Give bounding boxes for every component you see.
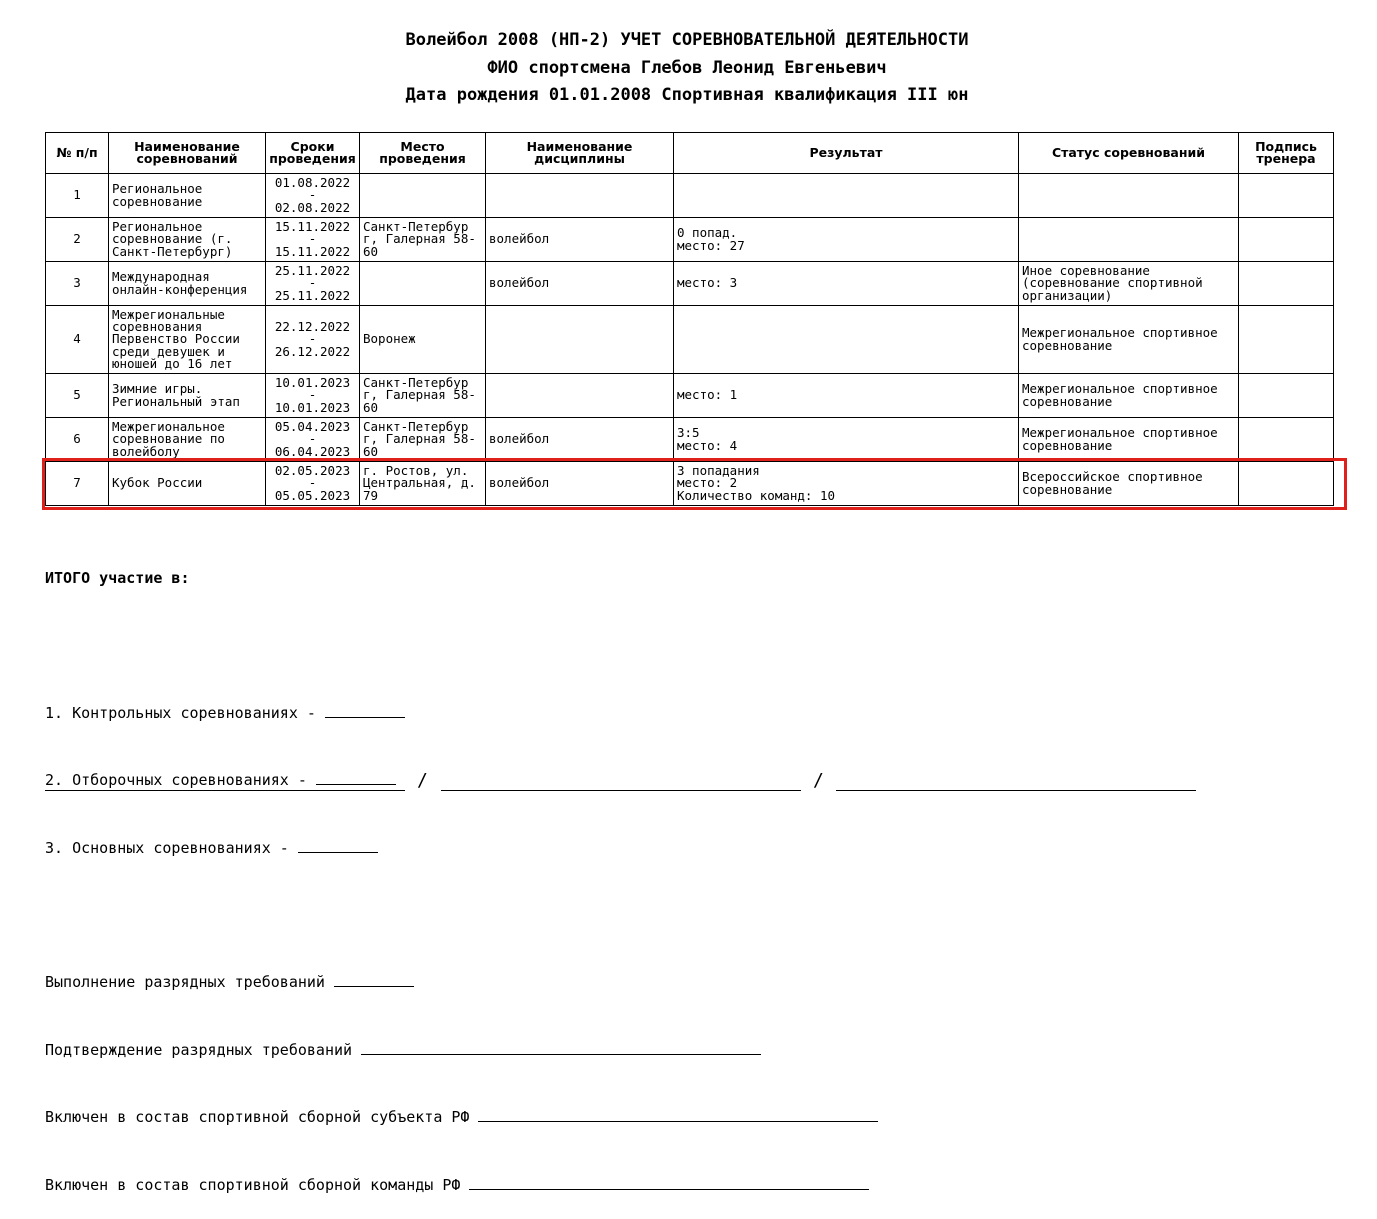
- date-separator: -: [308, 431, 317, 447]
- competition-dates: [266, 262, 360, 306]
- competition-place: Санкт-Петербур г, Галерная 58-60: [360, 418, 486, 462]
- discipline: [486, 374, 674, 418]
- start-date: 15.11.2022: [274, 219, 351, 235]
- result: место: 3: [674, 262, 1019, 306]
- coach-signature[interactable]: [1239, 462, 1334, 506]
- col-header-dates: Сроки проведения: [266, 133, 360, 174]
- competition-name: Региональное соревнование (г. Санкт-Петербург): [109, 218, 266, 262]
- col-header-num: № п/п: [46, 133, 109, 174]
- discipline: волейбол: [486, 262, 674, 306]
- date-separator: -: [308, 187, 317, 203]
- discipline: волейбол: [486, 418, 674, 462]
- row-number: 1: [46, 174, 109, 218]
- date-separator: -: [308, 231, 317, 247]
- row-number: 7: [46, 462, 109, 506]
- summary-section: [45, 522, 878, 1219]
- document-header: [0, 27, 1377, 110]
- competition-name: Международная онлайн-конференция: [109, 262, 266, 306]
- competition-place: Воронеж: [360, 306, 486, 374]
- col-header-discipline: Наименование дисциплины: [486, 133, 674, 174]
- coach-signature[interactable]: [1239, 174, 1334, 218]
- summary-item-main: 3. Основных соревнованиях -: [45, 837, 878, 860]
- signature-separator: /: [813, 770, 824, 791]
- col-header-name: Наименование соревнований: [109, 133, 266, 174]
- competition-dates: [266, 306, 360, 374]
- competition-table: [45, 132, 1334, 506]
- signature-line-1[interactable]: [45, 790, 405, 791]
- table-row: [46, 306, 1334, 374]
- date-separator: -: [308, 387, 317, 403]
- result: 3 попадания место: 2 Количество команд: 10: [674, 462, 1019, 506]
- start-date: 10.01.2023: [274, 375, 351, 391]
- table-row: [46, 218, 1334, 262]
- competition-dates: [266, 462, 360, 506]
- header-athlete-name: ФИО спортсмена Глебов Леонид Евгеньевич: [487, 57, 887, 78]
- blank-line[interactable]: [325, 703, 405, 718]
- blank-line[interactable]: [316, 770, 396, 785]
- end-date: 25.11.2022: [274, 287, 351, 303]
- coach-signature[interactable]: [1239, 374, 1334, 418]
- table-row: [46, 262, 1334, 306]
- row-number: 4: [46, 306, 109, 374]
- competition-status: Иное соревнование (соревнование спортивной организации): [1019, 262, 1239, 306]
- competition-place: Санкт-Петербур г, Галерная 58-60: [360, 374, 486, 418]
- col-header-result: Результат: [674, 133, 1019, 174]
- end-date: 06.04.2023: [274, 443, 351, 459]
- date-separator: -: [308, 475, 317, 491]
- discipline: [486, 174, 674, 218]
- requirement-confirmed: Подтверждение разрядных требований: [45, 1039, 878, 1062]
- summary-item-control: 1. Контрольных соревнованиях -: [45, 702, 878, 725]
- row-number: 3: [46, 262, 109, 306]
- competition-name: Региональное соревнование: [109, 174, 266, 218]
- competition-place: [360, 174, 486, 218]
- col-header-status: Статус соревнований: [1019, 133, 1239, 174]
- start-date: 05.04.2023: [274, 419, 351, 435]
- start-date: 22.12.2022: [274, 319, 351, 335]
- signature-separator: /: [417, 770, 428, 791]
- coach-signature[interactable]: [1239, 418, 1334, 462]
- requirement-fulfilled: Выполнение разрядных требований: [45, 971, 878, 994]
- competition-status: [1019, 174, 1239, 218]
- competition-dates: [266, 418, 360, 462]
- competition-name: Межрегиональное соревнование по волейболу: [109, 418, 266, 462]
- coach-signature[interactable]: [1239, 306, 1334, 374]
- competition-name: Межрегиональные соревнования Первенство России среди девушек и юношей до 16 лет: [109, 306, 266, 374]
- competition-place: г. Ростов, ул. Центральная, д. 79: [360, 462, 486, 506]
- discipline: волейбол: [486, 218, 674, 262]
- result: [674, 306, 1019, 374]
- competition-status: Межрегиональное спортивное соревнование: [1019, 374, 1239, 418]
- table-header-row: [46, 133, 1334, 174]
- end-date: 05.05.2023: [274, 487, 351, 503]
- competition-status: Межрегиональное спортивное соревнование: [1019, 418, 1239, 462]
- competition-place: Санкт-Петербур г, Галерная 58-60: [360, 218, 486, 262]
- discipline: волейбол: [486, 462, 674, 506]
- table-row: [46, 174, 1334, 218]
- start-date: 02.05.2023: [274, 463, 351, 479]
- competition-dates: [266, 174, 360, 218]
- included-subject-team: Включен в состав спортивной сборной субъекта РФ: [45, 1106, 878, 1129]
- blank-line[interactable]: [478, 1107, 878, 1122]
- row-number: 5: [46, 374, 109, 418]
- col-header-sign: Подпись тренера: [1239, 133, 1334, 174]
- start-date: 25.11.2022: [274, 263, 351, 279]
- competition-status: Межрегиональное спортивное соревнование: [1019, 306, 1239, 374]
- end-date: 10.01.2023: [274, 399, 351, 415]
- table-row: [46, 374, 1334, 418]
- result: [674, 174, 1019, 218]
- end-date: 02.08.2022: [274, 199, 351, 215]
- blank-line[interactable]: [469, 1175, 869, 1190]
- blank-line[interactable]: [334, 972, 414, 987]
- date-separator: -: [308, 331, 317, 347]
- competition-status: Всероссийское спортивное соревнование: [1019, 462, 1239, 506]
- competition-dates: [266, 374, 360, 418]
- discipline: [486, 306, 674, 374]
- blank-line[interactable]: [361, 1040, 761, 1055]
- result: 3:5 место: 4: [674, 418, 1019, 462]
- result: место: 1: [674, 374, 1019, 418]
- result: 0 попад. место: 27: [674, 218, 1019, 262]
- start-date: 01.08.2022: [274, 175, 351, 191]
- table-row: [46, 418, 1334, 462]
- included-national-team: Включен в состав спортивной сборной команды РФ: [45, 1174, 878, 1197]
- table-row: [46, 462, 1334, 506]
- competition-status: [1019, 218, 1239, 262]
- competition-name: Кубок России: [109, 462, 266, 506]
- summary-title: ИТОГО участие в:: [45, 569, 190, 587]
- header-title: Волейбол 2008 (НП-2) УЧЕТ СОРЕВНОВАТЕЛЬНОЙ ДЕЯТЕЛЬНОСТИ: [405, 30, 969, 50]
- row-number: 2: [46, 218, 109, 262]
- signature-line-3[interactable]: [836, 790, 1196, 791]
- coach-signature[interactable]: [1239, 262, 1334, 306]
- competition-place: [360, 262, 486, 306]
- end-date: 26.12.2022: [274, 343, 351, 359]
- header-birth-qualification: Дата рождения 01.01.2008 Спортивная квалификация III юн: [405, 85, 969, 105]
- coach-signature[interactable]: [1239, 218, 1334, 262]
- signature-line-2[interactable]: [441, 790, 801, 791]
- end-date: 15.11.2022: [274, 243, 351, 259]
- competition-name: Зимние игры. Региональный этап: [109, 374, 266, 418]
- blank-line[interactable]: [298, 838, 378, 853]
- competition-dates: [266, 218, 360, 262]
- date-separator: -: [308, 275, 317, 291]
- summary-item-selection: 2. Отборочных соревнованиях -: [45, 769, 878, 792]
- row-number: 6: [46, 418, 109, 462]
- col-header-place: Место проведения: [360, 133, 486, 174]
